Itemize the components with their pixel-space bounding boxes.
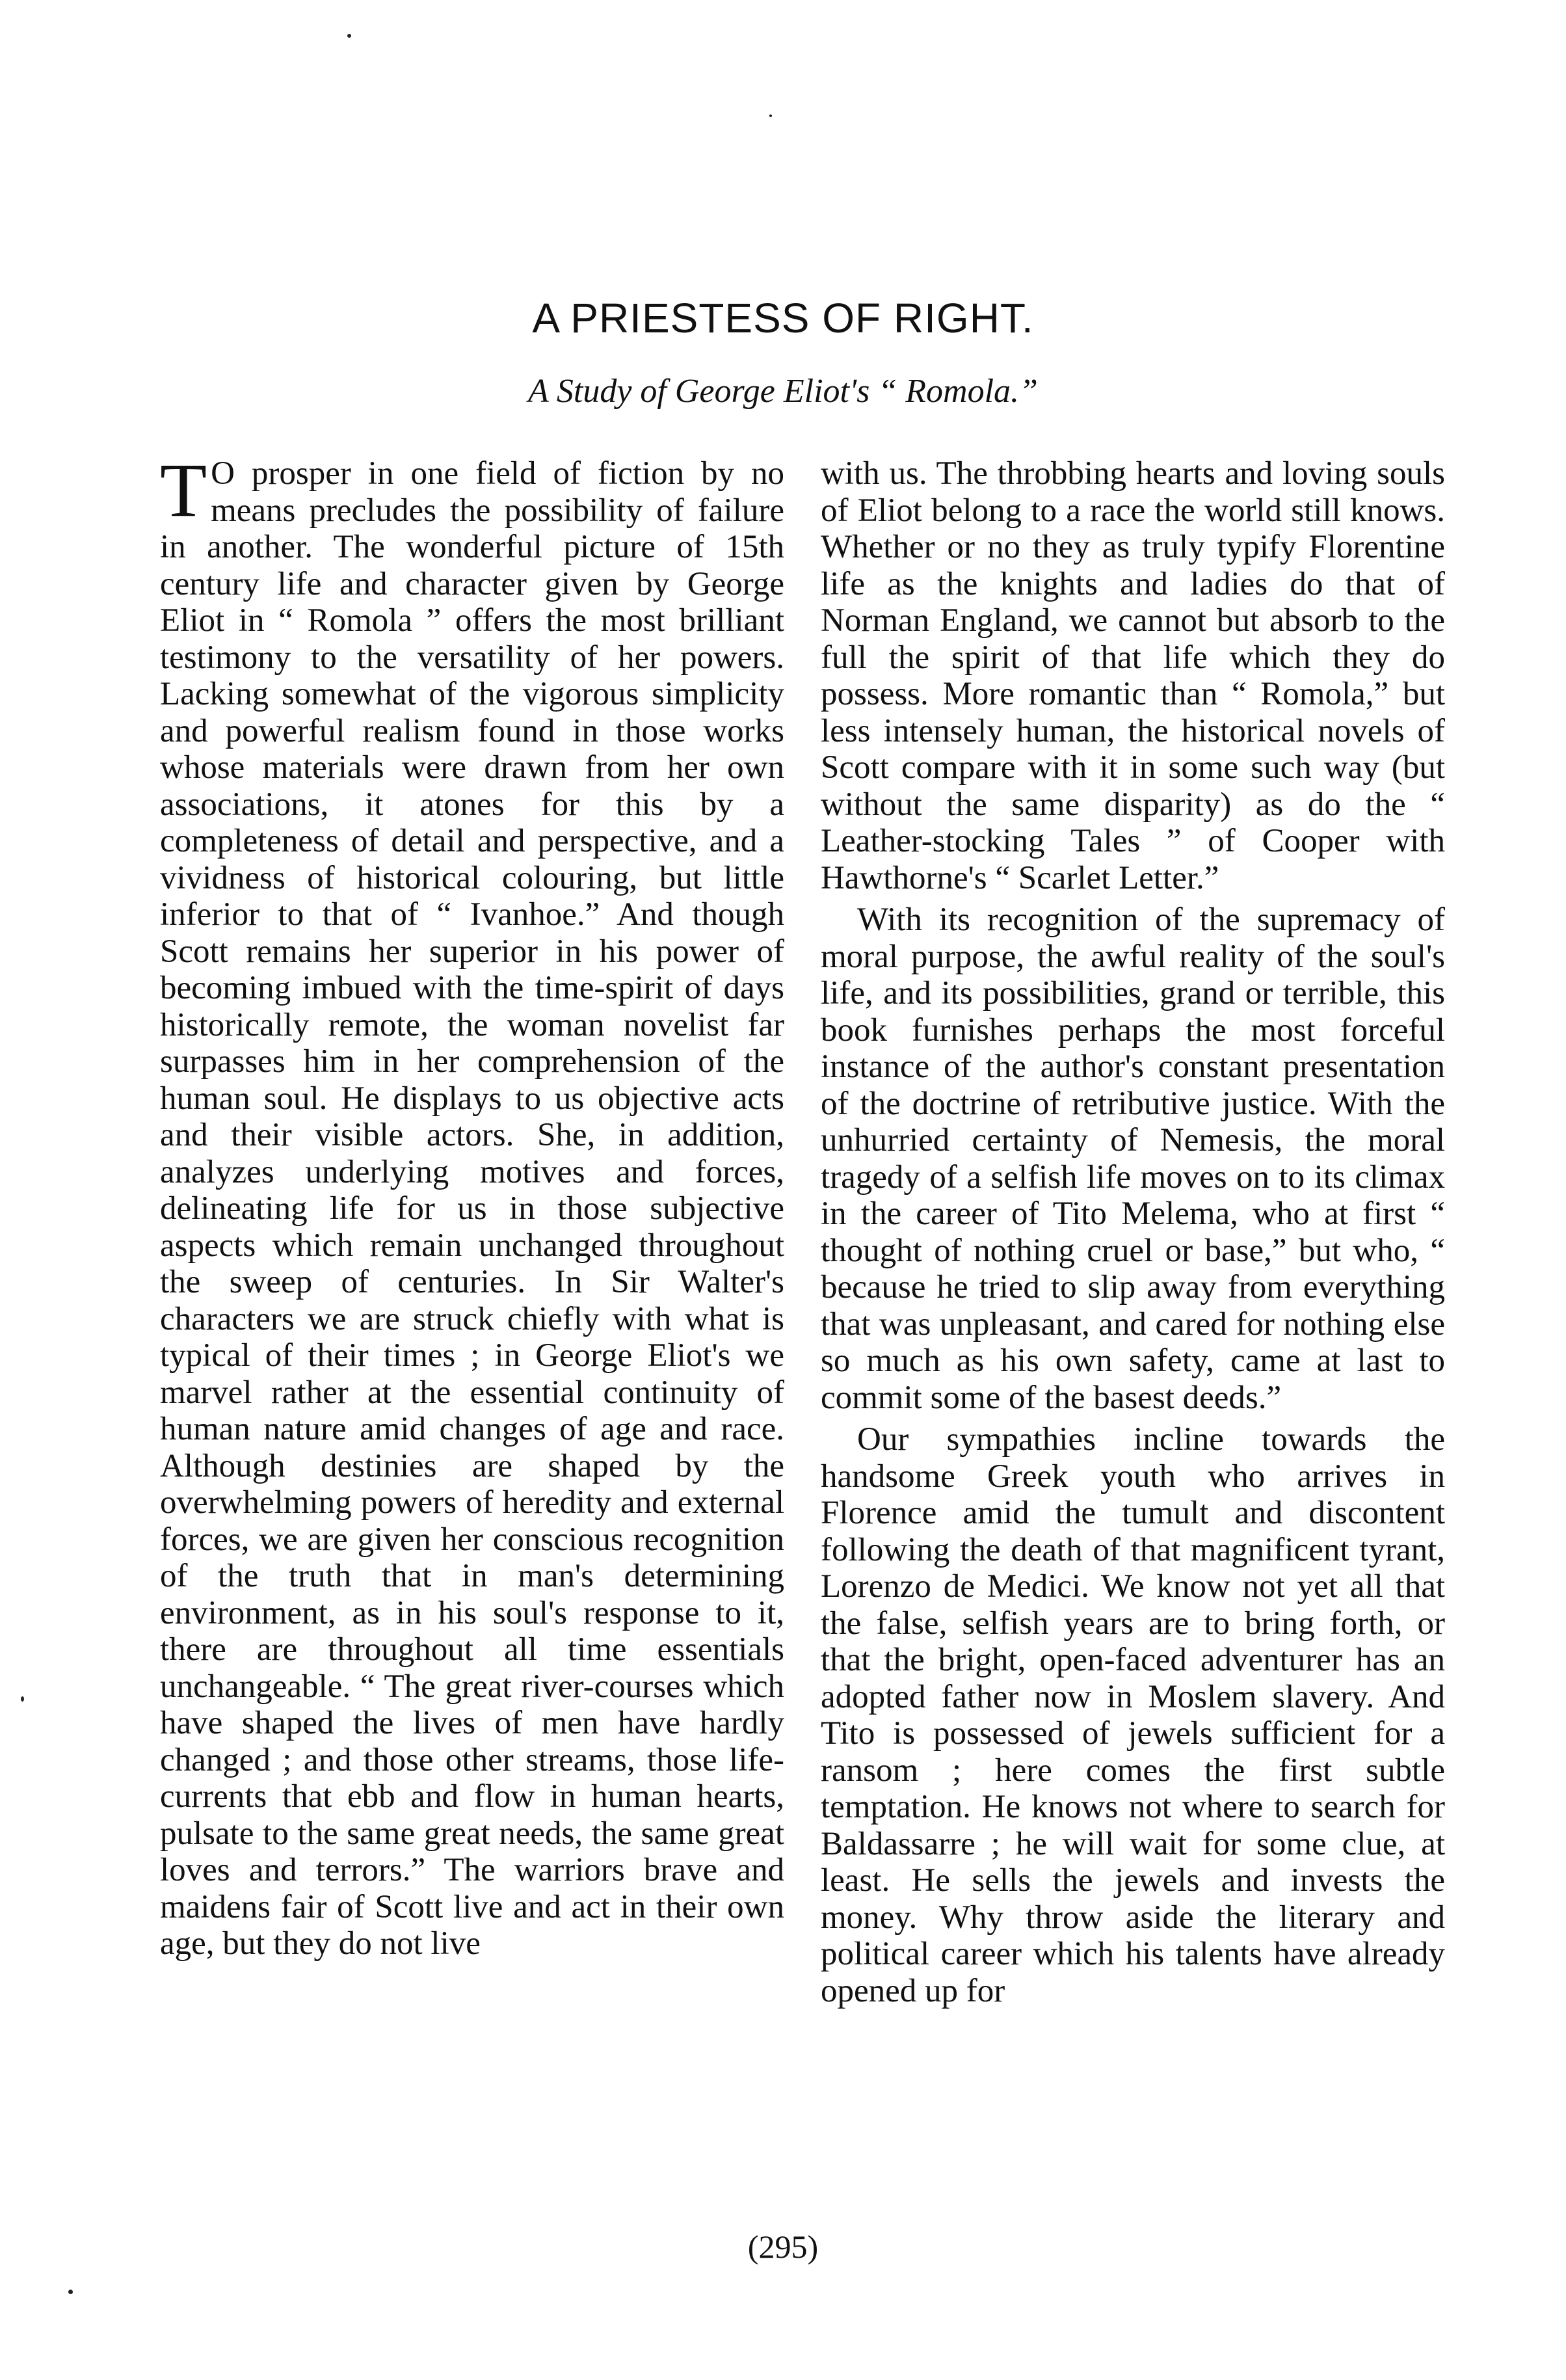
article-subtitle: A Study of George Eliot's “ Romola.”	[528, 373, 1038, 410]
scan-speck	[68, 2290, 73, 2294]
left-paragraph-1	[160, 448, 784, 1962]
drop-cap: T	[160, 448, 207, 533]
scan-speck	[769, 114, 772, 117]
scan-speck	[347, 34, 351, 38]
right-paragraph-2: With its recognition of the supremacy of moral purpose, the awful reality of the soul's life, and its possibilities, grand or terrible, this book furnishes perhaps the most forceful instance of the author's constant presentation of the doctrine of retributive justice. With the unhurried certainty of Nemesis, the moral tragedy of a selfish life moves on to its climax in the career of Tito Melema, who at first “ thought of nothing cruel or base,” but who, “ because he tried to slip away from everything that was unpleasant, and cared for nothing else so much as his own safety, came at last to commit some of the basest deeds.”	[821, 902, 1445, 1416]
scan-speck	[21, 1696, 24, 1702]
page-number: (295)	[747, 2228, 819, 2265]
right-paragraph-1: with us. The throbbing hearts and loving souls of Eliot belong to a race the world still knows. Whether or no they as truly typify Florentine life as the knights and ladies do that of Norman England, we cannot but absorb to the full the spirit of that life which they do possess. More romantic than “ Romola,” but less intensely human, the historical novels of Scott compare with it in some such way (but without the same disparity) as do the “ Leather-stocking Tales ” of Cooper with Hawthorne's “ Scarlet Letter.”	[821, 455, 1445, 896]
right-column	[821, 455, 1445, 2009]
left-paragraph-1-text: O prosper in one field of fiction by no means precludes the possibility of failure in another. The wonderful picture of 15th century life and character given by George Eliot in “ Romola ” offers the most brilliant testimony to the versatility of her powers. Lacking somewhat of the vigorous simplicity and powerful realism found in those works whose materials were drawn from her own associations, it atones for this by a completeness of detail and perspective, and a vividness of historical colouring, but little inferior to that of “ Ivanhoe.” And though Scott remains her superior in his power of becoming imbued with the time-spirit of days historically remote, the woman novelist far surpasses him in her comprehension of the human soul. He displays to us objective acts and their visible actors. She, in addition, analyzes underlying motives and forces, delineating life for us in those subjective aspects which remain unchanged throughout the sweep of centuries. In Sir Walter's characters we are struck chiefly with what is typical of their times ; in George Eliot's we marvel rather at the essential continuity of human nature amid changes of age and race. Although destinies are shaped by the overwhelming powers of heredity and external forces, we are given her conscious recognition of the truth that in man's determining environment, as in his soul's response to it, there are throughout all time essentials unchangeable. “ The great river-courses which have shaped the lives of men have hardly changed ; and those other streams, those life-currents that ebb and flow in human hearts, pulsate to the same great needs, the same great loves and terrors.” The warriors brave and maidens fair of Scott live and act in their own age, but they do not live	[160, 455, 784, 1962]
left-column	[160, 448, 784, 1962]
article-title: A PRIESTESS OF RIGHT.	[532, 295, 1034, 341]
right-paragraph-3: Our sympathies incline towards the handsome Greek youth who arrives in Florence amid the tumult and discontent following the death of that magnificent tyrant, Lorenzo de Medici. We know not yet all that the false, selfish years are to bring forth, or that the bright, open-faced adventurer has an adopted father now in Moslem slavery. And Tito is possessed of jewels sufficient for a ransom ; here comes the first subtle temptation. He knows not where to search for Baldassarre ; he will wait for some clue, at least. He sells the jewels and invests the money. Why throw aside the literary and political career which his talents have already opened up for	[821, 1421, 1445, 2009]
